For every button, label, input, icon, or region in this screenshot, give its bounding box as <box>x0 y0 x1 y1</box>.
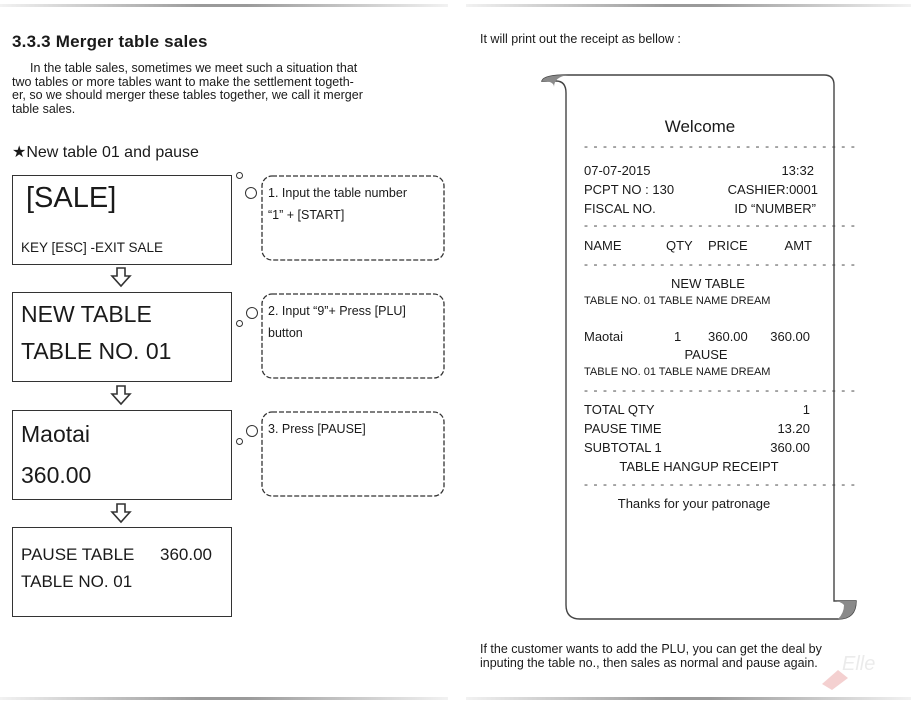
top-rule-left <box>0 4 448 7</box>
receipt-pause: PAUSE <box>684 347 728 362</box>
lcd-line-2: 360.00 <box>21 462 92 488</box>
thought-dot-large <box>246 307 258 319</box>
step-text <box>268 418 366 440</box>
top-rule-right <box>466 4 911 7</box>
intro-line: two tables or more tables want to make the settlement togeth- <box>12 74 354 89</box>
item-name: Maotai <box>584 329 624 344</box>
lcd-screen-pause <box>12 527 232 617</box>
receipt-table-line: TABLE NO. 01 TABLE NAME DREAM <box>584 295 771 307</box>
note-line: If the customer wants to add the PLU, you can get the deal by <box>480 642 822 656</box>
intro-line: er, so we should merger these tables together, we call it merger <box>12 88 363 102</box>
thought-dot-small <box>236 438 243 445</box>
step-line: “1” + [START] <box>268 208 345 222</box>
step-line: 1. Input the table number <box>268 186 407 200</box>
lcd-line-1: Maotai <box>21 421 91 447</box>
pause-time-value: 13.20 <box>777 421 810 436</box>
total-qty-value: 1 <box>802 402 810 417</box>
receipt-new-table: NEW TABLE <box>671 276 745 291</box>
step-line: button <box>268 326 303 340</box>
receipt-divider: - - - - - - - - - - - - - - - - - - - - - - - - - - - - - <box>584 218 856 232</box>
lcd-line-2: KEY [ESC] -EXIT SALE <box>21 240 164 255</box>
subtotal-value: 360.00 <box>770 440 810 455</box>
lcd-screen-sale <box>12 175 232 265</box>
step-text <box>268 300 406 344</box>
receipt-date: 07-07-2015 <box>584 163 651 178</box>
lcd-line-1: NEW TABLE <box>21 301 152 327</box>
intro-line: In the table sales, sometimes we meet such a situation that <box>30 61 358 75</box>
receipt-divider: - - - - - - - - - - - - - - - - - - - - - - - - - - - - - <box>584 139 856 153</box>
section-title: 3.3.3 Merger table sales <box>12 32 208 51</box>
col-name: NAME <box>584 238 622 253</box>
receipt-thanks: Thanks for your patronage <box>617 496 771 511</box>
item-price: 360.00 <box>708 329 748 344</box>
receipt-divider: - - - - - - - - - - - - - - - - - - - - - - - - - - - - - <box>584 383 856 397</box>
receipt-header: Welcome <box>664 117 736 136</box>
lcd-screen-new-table <box>12 292 232 382</box>
down-arrow-icon <box>110 385 132 405</box>
col-amt: AMT <box>784 238 812 253</box>
intro-paragraph <box>12 62 442 116</box>
step-line: 2. Input “9”+ Press [PLU] <box>268 304 406 318</box>
watermark-text: Elle <box>842 653 876 675</box>
thought-dot-small <box>236 320 243 327</box>
pause-time-label: PAUSE TIME <box>584 421 662 436</box>
lcd-screen-item <box>12 410 232 500</box>
thought-dot-large <box>245 187 257 199</box>
bottom-rule-right <box>466 697 911 700</box>
intro-line: table sales. <box>12 101 76 116</box>
step-callout-1 <box>260 174 446 262</box>
lcd-line-1: [SALE] <box>26 182 117 214</box>
step-callout-2 <box>260 292 446 380</box>
col-qty: QTY <box>666 238 693 253</box>
receipt-time: 13:32 <box>781 163 814 178</box>
lcd-line-2: TABLE NO. 01 <box>21 338 172 364</box>
total-qty-label: TOTAL QTY <box>584 402 655 417</box>
col-price: PRICE <box>708 238 748 253</box>
receipt-divider: - - - - - - - - - - - - - - - - - - - - - - - - - - - - - <box>584 257 856 271</box>
receipt-hangup: TABLE HANGUP RECEIPT <box>619 459 779 474</box>
subtotal-label: SUBTOTAL 1 <box>584 440 662 455</box>
step-line: 3. Press [PAUSE] <box>268 422 366 436</box>
subheading: ★New table 01 and pause <box>12 144 199 161</box>
receipt-fiscal-label: FISCAL NO. <box>584 201 656 216</box>
item-amt: 360.00 <box>770 329 810 344</box>
receipt-fiscal-id: ID “NUMBER” <box>734 201 816 216</box>
watermark-logo-icon <box>818 640 908 690</box>
receipt-cashier: CASHIER:0001 <box>727 182 818 197</box>
note-line: inputing the table no., then sales as normal and pause again. <box>480 656 818 670</box>
item-qty: 1 <box>674 329 682 344</box>
receipt-table-line-2: TABLE NO. 01 TABLE NAME DREAM <box>584 366 771 378</box>
lcd-line-1-right: 360.00 <box>160 545 212 564</box>
thought-dot-large <box>246 425 258 437</box>
down-arrow-icon <box>110 267 132 287</box>
receipt-pcpt: PCPT NO : 130 <box>584 182 675 197</box>
bottom-rule-left <box>0 697 448 700</box>
receipt-divider: - - - - - - - - - - - - - - - - - - - - - - - - - - - - - <box>584 477 856 491</box>
thought-dot-small <box>236 172 243 179</box>
down-arrow-icon <box>110 503 132 523</box>
lcd-line-2: TABLE NO. 01 <box>21 572 133 591</box>
step-text <box>268 182 407 226</box>
receipt-intro: It will print out the receipt as bellow : <box>480 32 681 46</box>
lcd-line-1-left: PAUSE TABLE <box>21 545 135 564</box>
step-callout-3 <box>260 410 446 498</box>
